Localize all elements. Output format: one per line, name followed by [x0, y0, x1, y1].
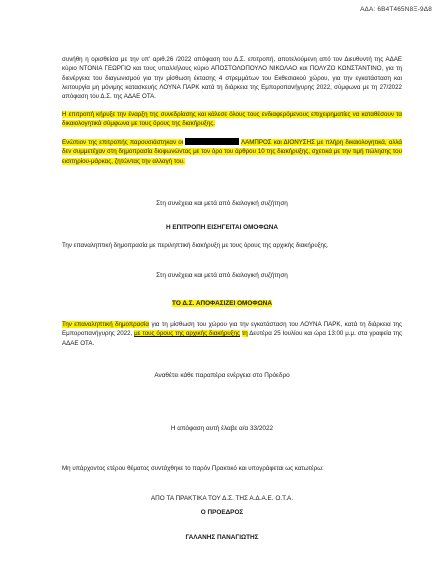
decision-body: για τη μίσθωση του χώρου για την εγκατάσταση του ΛΟΥΝΑ ΠΑΡΚ, κατά τη διάρκεια της Εμποροπανήγυρης 2022,: [62, 321, 402, 338]
redacted-name-block: [185, 138, 239, 145]
committee-heading: [0, 224, 444, 231]
signature-line-1: ΑΠΟ ΤΑ ΠΡΑΚΤΙΚΑ ΤΟΥ Δ.Σ. ΤΗΣ Α.Δ.Α.Ε. Ο.Τ.Α.: [150, 495, 294, 502]
paragraph-closing: Μη υπάρχοντος ετέρου θέματος συντάχθηκε το παρόν Πρακτικό και υπογράφεται ως κατωτέρω:: [62, 465, 324, 472]
assign-to-president: Αναθέτει κάθε παραπέρα ενέργεια στο Πρόεδρο: [154, 372, 290, 379]
board-decision-heading: [0, 300, 444, 307]
paragraph-committee: συνήθη η ορισθείσα με την υπ' αριθ.26 /2022 απόφαση του Δ.Σ. επιτροπή, αποτελούμενη από τον Διευθυντή της ΑΔΑΕ κύριο ΝΤΟΝΙΑ ΓΕΩΡΓΙΟ και τους υπαλλήλους κύριο ΑΠΟΣΤΟΛΟΠΟΥΛΟ ΝΙΚΟΛΑΟ και ΠΟΛΥΖΟ ΚΩΝΣΤΑΝΤΙΝΟ, για τη διενέργεια του διαγωνισμού για την μίσθωση έκτασης 4 στρεμμάτων του Εκθεσιακού χώρου, για την εγκατάσταση και λειτουργία μη μόνιμης κατασκευής ΛΟΥΝΑ ΠΑΡΚ κατά τη διάρκεια της Εμποροπανήγυρης 2022, σύμφωνα με τη 27/2022 απόφαση του Δ.Σ. της ΑΔΑΕ ΟΤΑ.: [62, 56, 402, 101]
decision-date: Δευτέρα 25 Ιουλίου και ώρα 13:00 μ.μ. στα γραφεία της ΑΔΑΕ ΟΤΑ.: [62, 330, 402, 347]
paragraph-decision: [62, 320, 402, 348]
highlighted-opening-text: Η επιτροπή κήρυξε την έναρξη της συνεδρίασης και κάλεσε όλους τους ενδιαφερόμενους επιχειρηματίες να καταθέσουν τα δικαιολογητικά σύμφωνα με τους όρους της διακήρυξης.: [62, 111, 402, 128]
signature-president: Ο ΠΡΟΕΔΡΟΣ: [200, 509, 244, 516]
participants-intro: Ενώπιον της επιτροπής παρουσιάστηκαν οι: [62, 139, 184, 146]
committee-heading-text: Η ΕΠΙΤΡΟΠΗ ΕΙΣΗΓΕΙΤΑΙ ΟΜΟΦΩΝΑ: [165, 224, 278, 231]
discussion-line-2: Στη συνέχεια και μετά από διαλογική συζήτηση: [156, 272, 288, 279]
decision-highlight-start: Την επαναληπτική δημοπρασία: [62, 321, 150, 328]
signature-line-3: [0, 534, 444, 541]
decision-terms: με τους όρους της αρχικής διακήρυξης: [134, 330, 240, 338]
paragraph-opening: [62, 110, 402, 129]
decision-article: τη: [241, 330, 248, 338]
discussion-line-1: Στη συνέχεια και μετά από διαλογική συζήτηση: [156, 200, 288, 207]
ada-code: ΑΔΑ: 6Β4Τ465Ν8Ξ-9Δ8: [360, 6, 432, 13]
signature-name: ΓΑΛΑΝΗΣ ΠΑΝΑΓΙΩΤΗΣ: [185, 534, 259, 541]
decision-number: Η απόφαση αυτή έλαβε α/α 33/2022: [170, 425, 274, 432]
paragraph-participants: [62, 138, 402, 166]
participants-detail: ΛΑΜΠΡΟΣ και ΔΙΟΝΥΣΗΣ με πλήρη δικαιολογητικά, αλλά δεν συμμετέχαν στη δημοπρασία διοφωνώντας με τον όρο του άρθρου 10 της διακήρυξης, σχετικά με την τιμή πώλησης του εισιτηρίου-μάρκας, ζητώντας την αλλαγή του.: [62, 139, 402, 165]
signature-line-2: [0, 509, 444, 516]
paragraph-recommendation: Την επαναληπτική δημοπρασία με περιληπτική διακήρυξη με τους όρους της αρχικής διακήρυξης.: [62, 242, 329, 249]
board-decision-heading-text: ΤΟ Δ.Σ. ΑΠΟΦΑΣΙΖΕΙ ΟΜΟΦΩΝΑ: [172, 300, 272, 307]
